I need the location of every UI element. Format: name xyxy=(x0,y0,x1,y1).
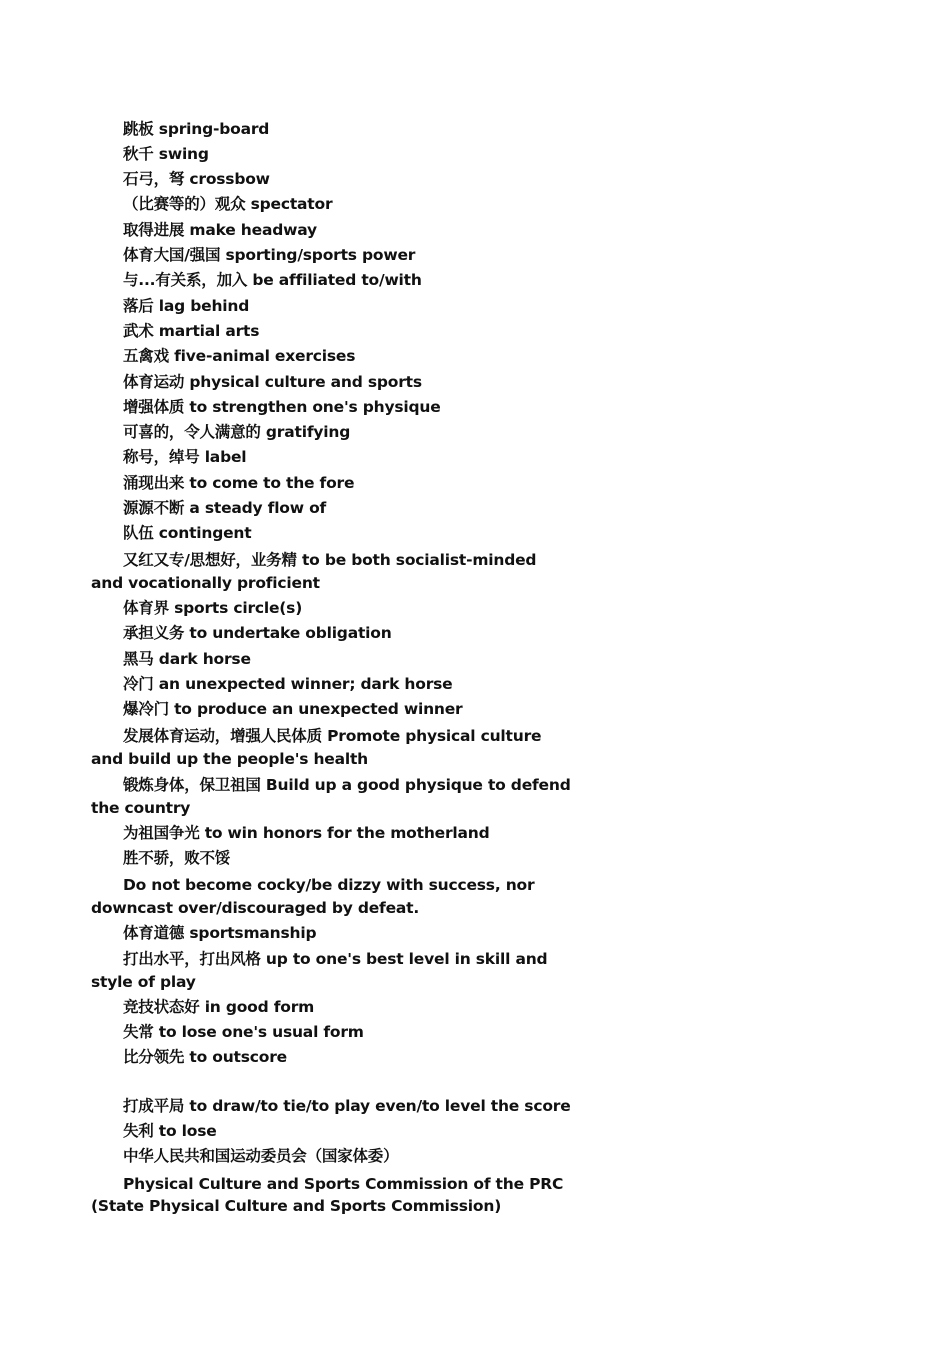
glossary-line: 队伍 contingent xyxy=(123,524,252,542)
glossary-line: 体育道德 sportsmanship xyxy=(123,924,317,942)
glossary-line: 承担义务 to undertake obligation xyxy=(123,624,392,642)
glossary-line: 打成平局 to draw/to tie/to play even/to level the score xyxy=(123,1097,571,1115)
glossary-line: 竞技状态好 in good form xyxy=(123,998,315,1016)
glossary-line: 与...有关系，加入 be affiliated to/with xyxy=(123,271,422,289)
glossary-line: 黑马 dark horse xyxy=(123,650,251,668)
glossary-line: 打出水平，打出风格 up to one's best level in skill and xyxy=(123,950,548,968)
glossary-line: 源源不断 a steady flow of xyxy=(123,499,327,517)
glossary-line: 五禽戏 five-animal exercises xyxy=(123,347,356,365)
glossary-line: 体育界 sports circle(s) xyxy=(123,599,303,617)
glossary-line-continuation: (State Physical Culture and Sports Commission) xyxy=(91,1197,502,1215)
glossary-line-continuation: the country xyxy=(91,799,191,817)
glossary-line: 增强体质 to strengthen one's physique xyxy=(123,398,441,416)
glossary-line: 锻炼身体，保卫祖国 Build up a good physique to defend xyxy=(123,776,571,794)
glossary-line: 失常 to lose one's usual form xyxy=(123,1023,364,1041)
glossary-line: 涌现出来 to come to the fore xyxy=(123,474,355,492)
glossary-line: 比分领先 to outscore xyxy=(123,1048,287,1066)
glossary-line: 发展体育运动，增强人民体质 Promote physical culture xyxy=(123,727,542,745)
glossary-line: 秋千 swing xyxy=(123,145,209,163)
glossary-line-continuation: and vocationally proficient xyxy=(91,574,320,592)
glossary-line: 武术 martial arts xyxy=(123,322,260,340)
glossary-line: 爆冷门 to produce an unexpected winner xyxy=(123,700,463,718)
glossary-line: 为祖国争光 to win honors for the motherland xyxy=(123,824,490,842)
glossary-line-continuation: and build up the people's health xyxy=(91,750,369,768)
glossary-line: 又红又专/思想好，业务精 to be both socialist-minded xyxy=(123,551,537,569)
glossary-line: 中华人民共和国运动委员会（国家体委） xyxy=(123,1147,399,1165)
glossary-line: Physical Culture and Sports Commission of the PRC xyxy=(123,1175,564,1193)
glossary-line: 体育运动 physical culture and sports xyxy=(123,373,422,391)
glossary-line: 体育大国/强国 sporting/sports power xyxy=(123,246,416,264)
glossary-line: 冷门 an unexpected winner; dark horse xyxy=(123,675,453,693)
glossary-line: （比赛等的）观众 spectator xyxy=(123,195,333,213)
glossary-line: 胜不骄，败不馁 xyxy=(123,849,231,867)
glossary-line: 失利 to lose xyxy=(123,1122,217,1140)
glossary-line-continuation: style of play xyxy=(91,973,196,991)
glossary-line: 石弓，弩 crossbow xyxy=(123,170,270,188)
glossary-line: 跳板 spring-board xyxy=(123,120,270,138)
glossary-line: 落后 lag behind xyxy=(123,297,250,315)
glossary-line-continuation: downcast over/discouraged by defeat. xyxy=(91,899,420,917)
glossary-line: 取得进展 make headway xyxy=(123,221,317,239)
glossary-line: 称号，绰号 label xyxy=(123,448,247,466)
glossary-line: 可喜的，令人满意的 gratifying xyxy=(123,423,351,441)
glossary-line: Do not become cocky/be dizzy with success, nor xyxy=(123,876,535,894)
